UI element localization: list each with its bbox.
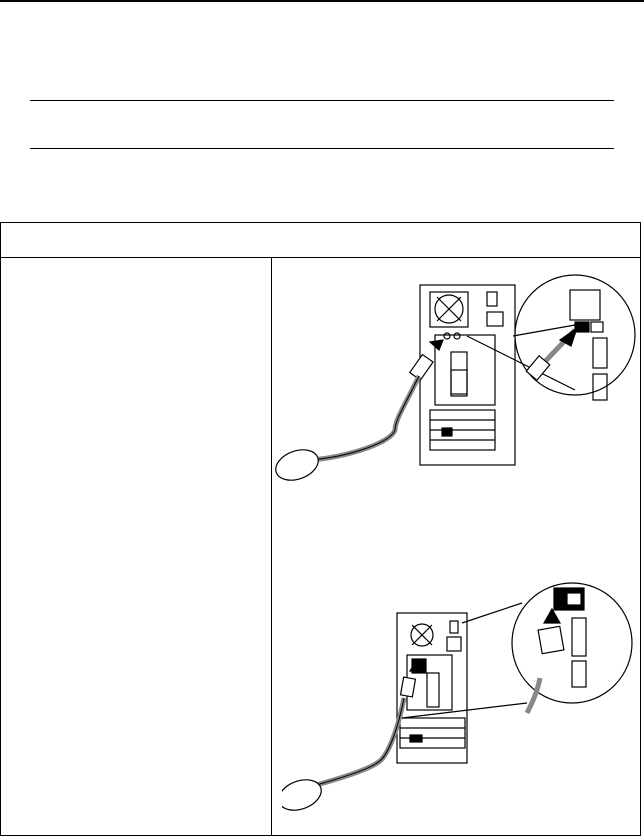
page-top-border [0, 0, 644, 2]
usb-connection-illustration-bottom [282, 573, 637, 823]
usb-device [282, 774, 325, 815]
usb-device [275, 444, 322, 485]
horizontal-rule [30, 148, 614, 149]
usb-connection-illustration-top [275, 270, 637, 495]
usb-plug [410, 355, 433, 380]
column-divider [271, 258, 272, 836]
usb-plug [401, 677, 416, 697]
horizontal-rule [30, 100, 614, 101]
table-header-row [1, 223, 640, 258]
